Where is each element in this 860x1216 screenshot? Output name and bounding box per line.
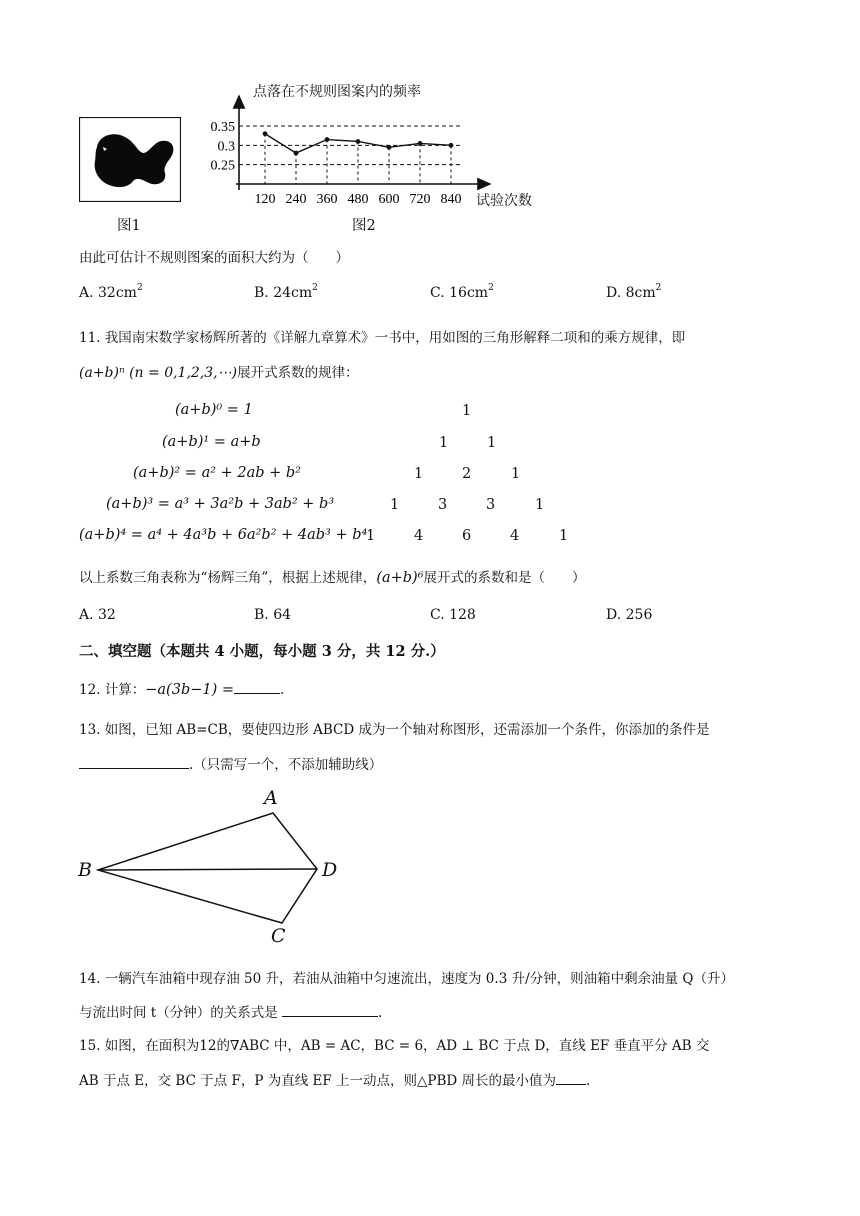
coeff-4-4: 1 [559, 528, 569, 544]
data-point [356, 139, 361, 144]
kite-diagram [75, 783, 355, 953]
chart-x-label: 试验次数 [476, 193, 532, 209]
vertex-label-b: B [78, 859, 92, 881]
x-tick-label: 600 [378, 192, 400, 207]
x-tick-label: 720 [409, 192, 431, 207]
y-tick-label: 0.3 [217, 139, 235, 155]
section-2-heading: 二、填空题（本题共 4 小题，每小题 3 分，共 12 分.） [79, 643, 445, 660]
data-point [263, 131, 268, 136]
coeff-3-1: 3 [438, 497, 448, 513]
q13-line2: .（只需写一个，不添加辅助线） [79, 753, 382, 773]
coeff-2-1: 2 [462, 466, 472, 482]
x-tick-label: 480 [347, 192, 369, 207]
q14-answer-blank[interactable] [282, 1004, 378, 1017]
figure-1-caption: 图1 [117, 218, 141, 234]
data-point [418, 141, 423, 146]
expansion-row-2: (a+b)² = a² + 2ab + b² [133, 465, 302, 481]
coeff-3-0: 1 [390, 497, 400, 513]
vertex-label-d: D [322, 859, 338, 881]
coeff-4-0: 1 [366, 528, 376, 544]
x-tick-label: 840 [440, 192, 462, 207]
q15-line2: AB 于点 E，交 BC 于点 F，P 为直线 EF 上一动点，则△PBD 周长的最小值为 . [79, 1073, 591, 1089]
chart-title: 点落在不规则图案内的频率 [253, 84, 421, 100]
q11-option-a[interactable]: A. 32 [79, 607, 116, 623]
data-point [325, 137, 330, 142]
figure-1 [79, 117, 181, 202]
figure-1-drawing [79, 117, 181, 202]
q11-line1: 11. 我国南宋数学家杨辉所著的《详解九章算术》一书中，用如图的三角形解释二项和的乘方规律，即 [79, 330, 686, 346]
q11-formula: (a+b)ⁿ (n = 0,1,2,3,⋯) [79, 365, 238, 381]
q12-expression: −a(3b−1) = [145, 682, 235, 698]
coeff-3-2: 3 [486, 497, 496, 513]
y-tick-label: 0.35 [210, 120, 235, 135]
q11-line3-formula: (a+b)⁶ [376, 570, 424, 586]
x-tick-label: 120 [254, 192, 276, 207]
expansion-row-3: (a+b)³ = a³ + 3a²b + 3ab² + b³ [106, 496, 335, 512]
q12-answer-blank[interactable] [234, 681, 280, 694]
q15-line1: 15. 如图，在面积为12的∇ABC 中，AB = AC，BC = 6，AD ⊥ BC 于点 D，直线 EF 垂直平分 AB 交 [79, 1038, 710, 1054]
diagonal-bd [98, 869, 317, 870]
expansion-row-4: (a+b)⁴ = a⁴ + 4a³b + 6a²b² + 4ab³ + b⁴ [79, 527, 368, 543]
q10-option-a[interactable]: A. $32cm^2$ [79, 283, 143, 301]
coeff-4-3: 4 [510, 528, 520, 544]
q13-answer-blank[interactable] [79, 756, 189, 769]
coeff-2-0: 1 [414, 466, 424, 482]
expansion-row-1: (a+b)¹ = a+b [162, 434, 261, 450]
coeff-3-3: 1 [535, 497, 545, 513]
data-point [294, 151, 299, 156]
coeff-0-0: 1 [462, 403, 472, 419]
x-tick-label: 360 [316, 192, 338, 207]
q11-option-d[interactable]: D. 256 [606, 607, 653, 623]
q10-option-d[interactable]: D. $8cm^2$ [606, 283, 662, 301]
coeff-4-2: 6 [462, 528, 472, 544]
q14-line2: 与流出时间 t（分钟）的关系式是 . [79, 1005, 383, 1021]
q11-option-c[interactable]: C. 128 [430, 607, 476, 623]
y-tick-label: 0.25 [210, 158, 235, 174]
data-point [387, 145, 392, 150]
q11-option-b[interactable]: B. 64 [254, 607, 292, 623]
q14-line1: 14. 一辆汽车油箱中现存油 50 升，若油从油箱中匀速流出，速度为 0.3 升/分钟，则油箱中剩余油量 Q（升） [79, 971, 734, 987]
q11-line2-text: 展开式系数的规律： [237, 365, 359, 381]
coeff-1-0: 1 [439, 435, 449, 451]
q12: 12. 计算：−a(3b−1) = . [79, 682, 285, 698]
data-point [449, 143, 454, 148]
q10-stem: 由此可估计不规则图案的面积大约为（ ） [79, 250, 349, 266]
q13-figure [75, 783, 355, 953]
q11-line2 [79, 361, 359, 381]
q10-option-b[interactable]: B. $24cm^2$ [254, 283, 318, 301]
vertex-label-c: C [271, 925, 286, 947]
q13-line1: 13. 如图，已知 AB=CB，要使四边形 ABCD 成为一个轴对称图形，还需添加一个条件，你添加的条件是 [79, 722, 710, 738]
coeff-4-1: 4 [414, 528, 424, 544]
figure-2-caption: 图2 [352, 218, 376, 234]
quadrilateral-abcd [98, 813, 317, 923]
coeff-1-1: 1 [487, 435, 497, 451]
expansion-row-0: (a+b)⁰ = 1 [175, 402, 253, 418]
x-tick-label: 240 [285, 192, 307, 207]
q10-option-c[interactable]: C. $16cm^2$ [430, 283, 494, 301]
q11-line3: 以上系数三角表称为“杨辉三角”，根据上述规律，(a+b)⁶展开式的系数和是（ ） [79, 570, 586, 586]
vertex-label-a: A [264, 787, 278, 809]
coeff-2-2: 1 [511, 466, 521, 482]
q15-answer-blank[interactable] [556, 1072, 586, 1085]
